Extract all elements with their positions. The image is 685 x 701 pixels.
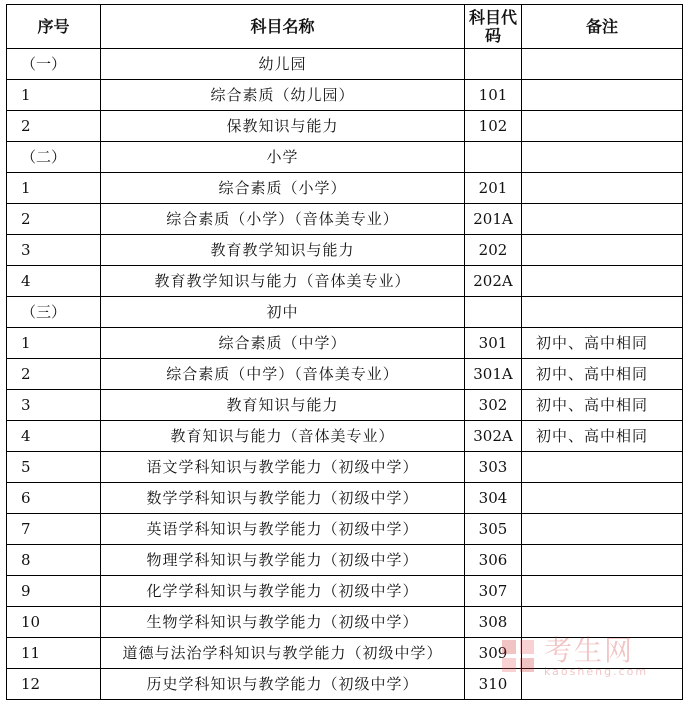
cell-note: 初中、高中相同 bbox=[522, 328, 683, 359]
cell-name: 数学学科知识与教学能力（初级中学） bbox=[101, 483, 465, 514]
cell-note: 初中、高中相同 bbox=[522, 359, 683, 390]
cell-note bbox=[522, 235, 683, 266]
cell-name: 物理学科知识与教学能力（初级中学） bbox=[101, 545, 465, 576]
cell-note bbox=[522, 80, 683, 111]
table-row bbox=[7, 452, 683, 483]
cell-code: 101 bbox=[465, 80, 522, 111]
cell-seq: （二） bbox=[7, 142, 101, 173]
cell-code: 305 bbox=[465, 514, 522, 545]
cell-code: 303 bbox=[465, 452, 522, 483]
cell-seq: 2 bbox=[7, 204, 101, 235]
table-row bbox=[7, 514, 683, 545]
cell-seq: 3 bbox=[7, 390, 101, 421]
cell-seq: 4 bbox=[7, 266, 101, 297]
cell-code: 301A bbox=[465, 359, 522, 390]
cell-name: 历史学科知识与教学能力（初级中学） bbox=[101, 669, 465, 700]
cell-code: 302A bbox=[465, 421, 522, 452]
cell-note: 初中、高中相同 bbox=[522, 390, 683, 421]
cell-note bbox=[522, 266, 683, 297]
header-note: 备注 bbox=[522, 5, 683, 49]
cell-seq: 1 bbox=[7, 173, 101, 204]
cell-code: 202A bbox=[465, 266, 522, 297]
cell-name: 幼儿园 bbox=[101, 49, 465, 80]
table-row bbox=[7, 545, 683, 576]
table-row bbox=[7, 173, 683, 204]
cell-code bbox=[465, 142, 522, 173]
cell-name: 语文学科知识与教学能力（初级中学） bbox=[101, 452, 465, 483]
table-row bbox=[7, 483, 683, 514]
cell-seq: 7 bbox=[7, 514, 101, 545]
cell-name: 教育知识与能力（音体美专业） bbox=[101, 421, 465, 452]
cell-name: 化学学科知识与教学能力（初级中学） bbox=[101, 576, 465, 607]
cell-name: 小学 bbox=[101, 142, 465, 173]
cell-name: 生物学科知识与教学能力（初级中学） bbox=[101, 607, 465, 638]
cell-seq: 12 bbox=[7, 669, 101, 700]
table-row bbox=[7, 266, 683, 297]
cell-code: 202 bbox=[465, 235, 522, 266]
cell-seq: 1 bbox=[7, 328, 101, 359]
cell-name: 初中 bbox=[101, 297, 465, 328]
header-code: 科目代码 bbox=[465, 5, 522, 49]
cell-note bbox=[522, 514, 683, 545]
cell-note bbox=[522, 576, 683, 607]
table-row bbox=[7, 204, 683, 235]
cell-code: 201 bbox=[465, 173, 522, 204]
cell-seq: 1 bbox=[7, 80, 101, 111]
cell-name: 综合素质（幼儿园） bbox=[101, 80, 465, 111]
cell-name: 综合素质（中学） bbox=[101, 328, 465, 359]
cell-code: 308 bbox=[465, 607, 522, 638]
cell-seq: 8 bbox=[7, 545, 101, 576]
cell-code: 309 bbox=[465, 638, 522, 669]
cell-note: 初中、高中相同 bbox=[522, 421, 683, 452]
cell-name: 保教知识与能力 bbox=[101, 111, 465, 142]
cell-name: 综合素质（小学） bbox=[101, 173, 465, 204]
cell-name: 教育知识与能力 bbox=[101, 390, 465, 421]
cell-name: 教育教学知识与能力 bbox=[101, 235, 465, 266]
cell-name: 英语学科知识与教学能力（初级中学） bbox=[101, 514, 465, 545]
watermark-subtext: kaosheng.com bbox=[544, 665, 649, 678]
cell-seq: 6 bbox=[7, 483, 101, 514]
cell-seq: 3 bbox=[7, 235, 101, 266]
cell-note bbox=[522, 204, 683, 235]
cell-name: 综合素质（小学）（音体美专业） bbox=[101, 204, 465, 235]
cell-code bbox=[465, 297, 522, 328]
cell-code: 102 bbox=[465, 111, 522, 142]
cell-seq: 5 bbox=[7, 452, 101, 483]
table-row bbox=[7, 421, 683, 452]
cell-note bbox=[522, 142, 683, 173]
table-row bbox=[7, 297, 683, 328]
cell-seq: （三） bbox=[7, 297, 101, 328]
header-seq: 序号 bbox=[7, 5, 101, 49]
cell-code bbox=[465, 49, 522, 80]
cell-name: 教育教学知识与能力（音体美专业） bbox=[101, 266, 465, 297]
cell-seq: （一） bbox=[7, 49, 101, 80]
cell-seq: 2 bbox=[7, 359, 101, 390]
cell-note bbox=[522, 173, 683, 204]
table-row bbox=[7, 328, 683, 359]
table-row bbox=[7, 359, 683, 390]
table-row bbox=[7, 638, 683, 669]
table-row bbox=[7, 235, 683, 266]
cell-seq: 11 bbox=[7, 638, 101, 669]
cell-note bbox=[522, 111, 683, 142]
table-row bbox=[7, 669, 683, 700]
cell-seq: 10 bbox=[7, 607, 101, 638]
cell-code: 306 bbox=[465, 545, 522, 576]
cell-note bbox=[522, 297, 683, 328]
table-row bbox=[7, 80, 683, 111]
cell-seq: 4 bbox=[7, 421, 101, 452]
cell-note bbox=[522, 483, 683, 514]
cell-note bbox=[522, 634, 683, 669]
table-row bbox=[7, 111, 683, 142]
cell-note bbox=[522, 49, 683, 80]
cell-code: 302 bbox=[465, 390, 522, 421]
cell-code: 310 bbox=[465, 669, 522, 700]
cell-name: 道德与法治学科知识与教学能力（初级中学） bbox=[101, 638, 465, 669]
cell-code: 201A bbox=[465, 204, 522, 235]
table-row bbox=[7, 142, 683, 173]
cell-note bbox=[522, 669, 683, 700]
cell-note bbox=[522, 545, 683, 576]
cell-note bbox=[522, 607, 683, 638]
table-header-row bbox=[7, 5, 683, 49]
table-row bbox=[7, 607, 683, 638]
table-row bbox=[7, 390, 683, 421]
cell-seq: 9 bbox=[7, 576, 101, 607]
table-body bbox=[7, 49, 683, 700]
subject-table bbox=[6, 4, 683, 700]
cell-code: 307 bbox=[465, 576, 522, 607]
header-name: 科目名称 bbox=[101, 5, 465, 49]
cell-seq: 2 bbox=[7, 111, 101, 142]
cell-code: 301 bbox=[465, 328, 522, 359]
cell-code: 304 bbox=[465, 483, 522, 514]
watermark-text: 考生网 bbox=[544, 634, 635, 667]
table-row bbox=[7, 49, 683, 80]
cell-name: 综合素质（中学）（音体美专业） bbox=[101, 359, 465, 390]
cell-note bbox=[522, 452, 683, 483]
table-row bbox=[7, 576, 683, 607]
